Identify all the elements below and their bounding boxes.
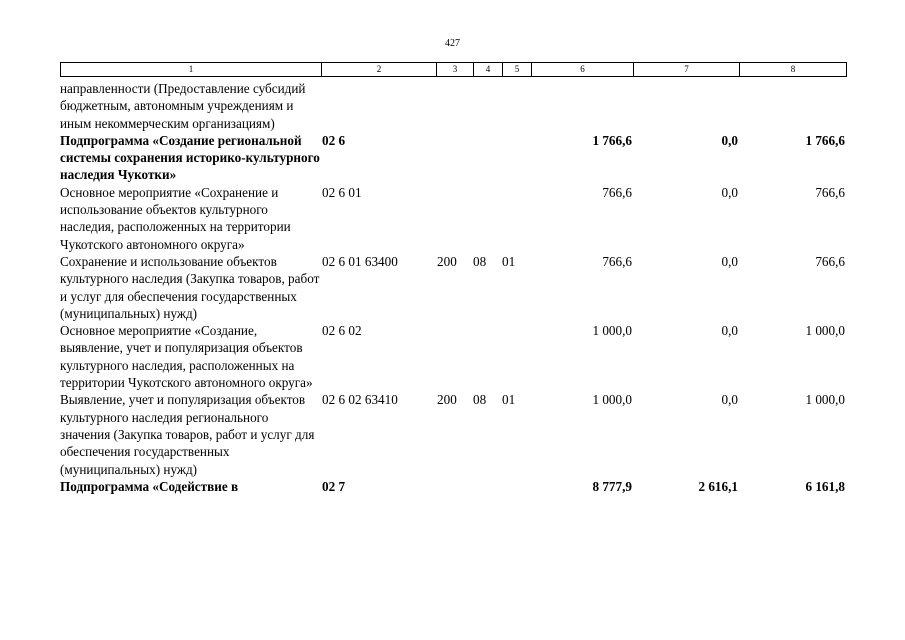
header-col-1: 1 [61,63,322,77]
table-row [60,253,846,322]
row-code: 02 6 01 63400 [322,253,398,269]
row-name: Сохранение и использование объектов культурного наследия (Закупка товаров, работ и услуг для обеспечения государственных (муниципальных) нужд) [60,253,320,321]
header-col-3: 3 [437,63,474,77]
row-value-8: 6 161,8 [805,478,845,494]
row-value-6: 8 777,9 [592,478,632,494]
header-col-4: 4 [474,63,503,77]
row-code: 02 6 02 63410 [322,392,398,408]
header-col-5: 5 [503,63,532,77]
row-code: 02 6 [322,132,346,148]
row-name: Подпрограмма «Содействие в [60,478,239,494]
row-value-7: 0,0 [721,323,738,339]
row-value-6: 766,6 [602,184,632,200]
row-subsection: 01 [502,392,516,408]
row-subsection: 01 [502,253,516,269]
budget-table-body [60,80,846,495]
row-value-7: 2 616,1 [698,478,738,494]
header-col-6: 6 [532,63,634,77]
row-name: Подпрограмма «Создание региональной системы сохранения историко-культурного наследия Чукотки» [60,132,320,183]
row-value-7: 0,0 [721,392,738,408]
row-expense-type: 200 [437,253,457,269]
row-value-8: 766,6 [815,253,845,269]
table-row [60,132,846,184]
row-value-7: 0,0 [721,132,738,148]
table-row [60,478,846,495]
row-value-6: 1 766,6 [592,132,632,148]
row-value-8: 1 000,0 [805,323,845,339]
header-col-8: 8 [740,63,847,77]
column-number-header [60,62,847,77]
row-code: 02 6 02 [322,323,362,339]
row-name: Основное мероприятие «Создание, выявление, учет и популяризация объектов культурного наследия, расположенных на территории Чукотского автономного округа» [60,323,313,391]
row-value-7: 0,0 [721,253,738,269]
header-col-7: 7 [634,63,740,77]
row-section: 08 [473,392,487,408]
row-value-6: 766,6 [602,253,632,269]
row-name: Основное мероприятие «Сохранение и использование объектов культурного наследия, расположенных на территории Чукотского автономного округа» [60,184,291,252]
row-value-6: 1 000,0 [592,392,632,408]
table-row [60,80,846,132]
table-row [60,391,846,477]
header-col-2: 2 [322,63,437,77]
row-value-7: 0,0 [721,184,738,200]
row-value-8: 766,6 [815,184,845,200]
table-row [60,322,846,391]
row-name: Выявление, учет и популяризация объектов культурного наследия регионального значения (Закупка товаров, работ и услуг для обеспечения государственных (муниципальных) нужд) [60,392,315,477]
row-name: направленности (Предоставление субсидий бюджетным, автономным учреждениям и иным некоммерческим организациям) [60,81,306,131]
row-value-6: 1 000,0 [592,323,632,339]
table-row [60,184,846,253]
row-section: 08 [473,253,487,269]
row-code: 02 7 [322,478,346,494]
row-code: 02 6 01 [322,184,362,200]
page-number: 427 [445,38,460,49]
row-expense-type: 200 [437,392,457,408]
row-value-8: 1 000,0 [805,392,845,408]
row-value-8: 1 766,6 [805,132,845,148]
